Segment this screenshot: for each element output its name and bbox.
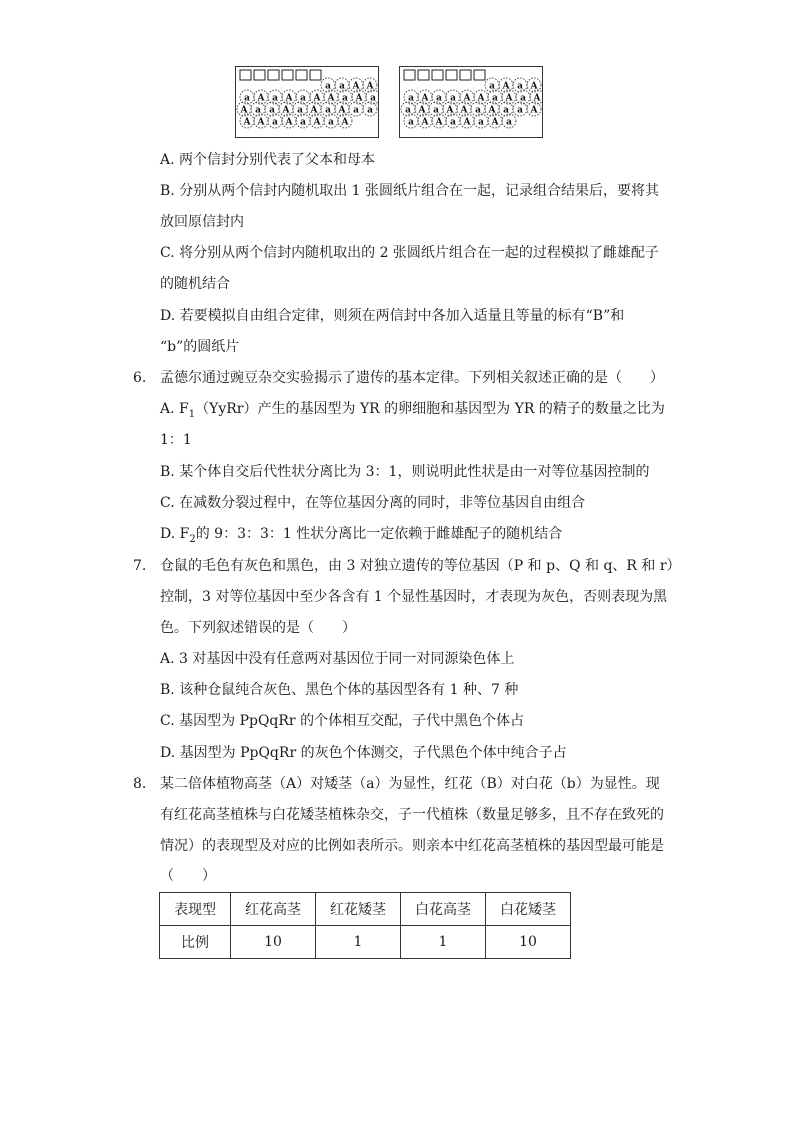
q7-stem-line2: 控制，3 对等位基因中至少各含有 1 个显性基因时，才表现为灰色，否则表现为黑	[160, 589, 668, 605]
paper-square	[296, 70, 307, 80]
paper-square	[268, 70, 279, 80]
paper-circle-letter: A	[477, 93, 485, 104]
q6-option-d-prefix: D. F	[160, 526, 190, 542]
paper-circle-letter: A	[257, 117, 265, 128]
paper-circle-letter: a	[517, 81, 523, 92]
paper-circle-letter: A	[327, 93, 335, 104]
paper-circle-letter: A	[460, 105, 468, 116]
envelope-left-drawing	[236, 67, 378, 137]
paper-circle-letter: a	[272, 117, 278, 128]
q6-option-b: B. 某个体自交后代性状分离比为 3：1，则说明此性状是由一对等位基因控制的	[160, 464, 650, 480]
paper-circle-letter: a	[297, 105, 303, 116]
paper-circle-letter: a	[408, 117, 414, 128]
paper-circle-letter: A	[282, 105, 290, 116]
q7-option-c: C. 基因型为 PpQqRr 的个体相互交配，子代中黑色个体占	[160, 713, 525, 729]
paper-circle-letter: A	[435, 117, 443, 128]
paper-circle-letter: a	[436, 93, 442, 104]
paper-circle-letter: A	[285, 93, 293, 104]
paper-circle-letter: a	[450, 117, 456, 128]
paper-circle-letter: A	[257, 93, 265, 104]
table-row	[160, 926, 571, 959]
paper-square	[240, 70, 251, 80]
q6-stem: 孟德尔通过豌豆杂交实验揭示了遗传的基本定律。下列相关叙述正确的是（ ）	[160, 370, 664, 386]
paper-circle-letter: A	[463, 117, 471, 128]
paper-square	[310, 70, 321, 80]
paper-circle-letter: A	[355, 93, 363, 104]
q6-option-d-rest: 的 9：3：3：1 性状分离比一定依赖于雌雄配子的随机结合	[195, 526, 563, 542]
paper-circle-letter: A	[491, 117, 499, 128]
paper-circle-letter: A	[243, 117, 251, 128]
paper-square	[254, 70, 265, 80]
paper-circle-letter: A	[463, 93, 471, 104]
q6-option-c: C. 在减数分裂过程中，在等位基因分离的同时，非等位基因自由组合	[160, 495, 586, 511]
table-header-cell: 白花矮茎	[486, 893, 571, 926]
paper-circle-letter: a	[353, 105, 359, 116]
paper-circle-letter: a	[492, 93, 498, 104]
q7-stem-line1: 仓鼠的毛色有灰色和黑色，由 3 对独立遗传的等位基因（P 和 p、Q 和 q、R 和 r）	[160, 558, 681, 574]
paper-circle-letter: A	[352, 81, 360, 92]
paper-circle-letter: a	[300, 117, 306, 128]
q6-option-d-sub: 2	[189, 533, 196, 545]
q6-option-d	[160, 524, 562, 550]
paper-circle-letter: a	[328, 117, 334, 128]
q8-stem-line4: （ ）	[160, 868, 216, 884]
q7-number: 7.	[133, 558, 147, 574]
paper-circle-letter: a	[405, 105, 411, 116]
envelope-right-drawing	[400, 67, 542, 137]
paper-circle-letter: a	[408, 93, 414, 104]
paper-circle-letter: a	[503, 105, 509, 116]
table-header-cell: 红花矮茎	[316, 893, 401, 926]
phenotype-ratio-table	[159, 892, 571, 959]
paper-circle-letter: a	[520, 93, 526, 104]
paper-circle-letter: A	[285, 117, 293, 128]
q5-option-c-continued: 的随机结合	[160, 276, 230, 292]
paper-circle-letter: A	[505, 93, 513, 104]
envelope-figure	[235, 66, 655, 140]
q5-option-b-continued: 放回原信封内	[160, 214, 244, 230]
q5-option-d-continued: “b”的圆纸片	[160, 339, 240, 355]
envelope-right	[399, 66, 543, 138]
paper-circle-letter: A	[530, 105, 538, 116]
paper-circle-letter: a	[339, 81, 345, 92]
paper-square	[446, 70, 457, 80]
paper-square	[404, 70, 415, 80]
paper-circle-letter: A	[421, 93, 429, 104]
paper-circle-letter: A	[533, 93, 541, 104]
paper-circle-letter: A	[530, 81, 538, 92]
table-header-cell: 表现型	[160, 893, 231, 926]
paper-circle-letter: a	[370, 93, 376, 104]
table-header-row	[160, 893, 571, 926]
paper-circle-letter: a	[255, 105, 261, 116]
paper-circle-letter: a	[300, 93, 306, 104]
table-cell: 10	[231, 926, 316, 959]
q8-stem-line1: 某二倍体植物高茎（A）对矮茎（a）为显性，红花（B）对白花（b）为显性。现	[160, 776, 660, 792]
paper-circle-letter: A	[240, 105, 248, 116]
paper-circle-letter: a	[269, 105, 275, 116]
envelope-left	[235, 66, 379, 138]
paper-circle-letter: A	[338, 105, 346, 116]
q6-option-a-sub: 1	[188, 408, 196, 420]
paper-circle-letter: a	[433, 105, 439, 116]
paper-square	[432, 70, 443, 80]
paper-circle-letter: A	[446, 105, 454, 116]
paper-circle-letter: A	[366, 81, 374, 92]
q7-option-d: D. 基因型为 PpQqRr 的灰色个体测交，子代黑色个体中纯合子占	[160, 745, 567, 761]
paper-circle-letter: A	[313, 93, 321, 104]
paper-circle-letter: A	[502, 81, 510, 92]
q8-stem-line2: 有红花高茎植株与白花矮茎植株杂交，子一代植株（数量足够多，且不存在致死的	[160, 807, 664, 823]
table-header-cell: 白花高茎	[401, 893, 486, 926]
paper-circle-letter: A	[341, 117, 349, 128]
q6-option-a-continued: 1：1	[160, 432, 192, 448]
paper-circle-letter: a	[478, 117, 484, 128]
table-cell: 1	[401, 926, 486, 959]
paper-circle-letter: a	[517, 105, 523, 116]
paper-circle-letter: a	[450, 93, 456, 104]
paper-circle-letter: A	[313, 117, 321, 128]
table-cell: 比例	[160, 926, 231, 959]
q6-option-a-rest: （YyRr）产生的基因型为 YR 的卵细胞和基因型为 YR 的精子的数量之比为	[195, 401, 665, 417]
paper-square	[418, 70, 429, 80]
paper-circle-letter: a	[475, 105, 481, 116]
paper-circle-letter: A	[310, 105, 318, 116]
paper-circle-letter: a	[489, 81, 495, 92]
paper-square	[460, 70, 471, 80]
paper-square	[474, 70, 485, 80]
paper-square	[282, 70, 293, 80]
q8-number: 8.	[133, 776, 147, 792]
paper-circle-letter: a	[342, 93, 348, 104]
q5-option-b: B. 分别从两个信封内随机取出 1 张圆纸片组合在一起，记录组合结果后，要将其	[160, 183, 659, 199]
q5-option-a: A. 两个信封分别代表了父本和母本	[160, 152, 376, 168]
paper-circle-letter: A	[488, 105, 496, 116]
q8-stem-line3: 情况）的表现型及对应的比例如表所示。则亲本中红花高茎植株的基因型最可能是	[160, 838, 664, 854]
paper-circle-letter: a	[272, 93, 278, 104]
q6-number: 6.	[133, 370, 147, 386]
paper-circle-letter: a	[367, 105, 373, 116]
table-header-cell: 红花高茎	[231, 893, 316, 926]
q5-option-d: D. 若要模拟自由组合定律，则须在两信封中各加入适量且等量的标有“B”和	[160, 308, 625, 324]
paper-circle-letter: a	[244, 93, 250, 104]
q7-stem-line3: 色。下列叙述错误的是（ ）	[160, 620, 356, 636]
paper-circle-letter: A	[418, 105, 426, 116]
paper-circle-letter: a	[325, 81, 331, 92]
table-cell: 10	[486, 926, 571, 959]
q5-option-c: C. 将分别从两个信封内随机取出的 2 张圆纸片组合在一起的过程模拟了雌雄配子	[160, 245, 659, 261]
q6-option-a	[160, 399, 665, 425]
paper-circle-letter: A	[421, 117, 429, 128]
q6-option-a-prefix: A. F	[160, 401, 189, 417]
paper-circle-letter: a	[506, 117, 512, 128]
table-cell: 1	[316, 926, 401, 959]
paper-circle-letter: a	[325, 105, 331, 116]
q7-option-a: A. 3 对基因中没有任意两对基因位于同一对同源染色体上	[160, 651, 515, 667]
q7-option-b: B. 该种仓鼠纯合灰色、黑色个体的基因型各有 1 种、7 种	[160, 682, 519, 698]
